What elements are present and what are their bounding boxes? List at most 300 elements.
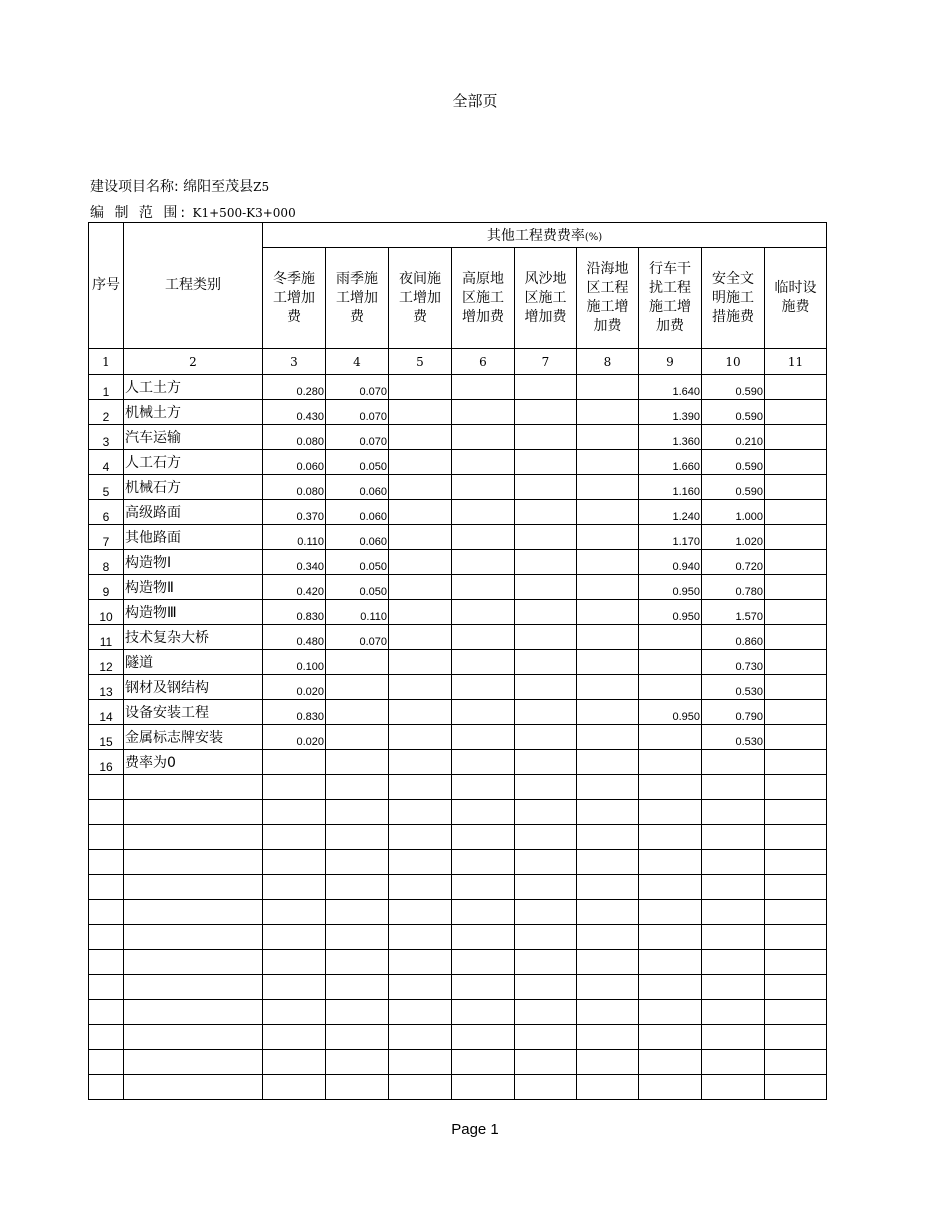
- scope-value: K1+500-K3+000: [192, 206, 296, 220]
- rate-cell: 1.000: [702, 500, 765, 525]
- row-number: 12: [89, 650, 124, 675]
- empty-cell: [452, 1000, 515, 1025]
- rate-cell: [389, 575, 452, 600]
- table-row: [89, 600, 827, 625]
- empty-cell: [263, 1075, 326, 1100]
- empty-cell: [577, 875, 639, 900]
- empty-cell: [326, 875, 389, 900]
- empty-cell: [639, 1025, 702, 1050]
- header-col-7: [515, 248, 577, 349]
- rate-cell: [389, 625, 452, 650]
- empty-cell: [577, 775, 639, 800]
- row-number: 6: [89, 500, 124, 525]
- rate-cell: [577, 650, 639, 675]
- empty-row: [89, 825, 827, 850]
- rate-cell: 0.210: [702, 425, 765, 450]
- empty-cell: [452, 1025, 515, 1050]
- empty-cell: [89, 875, 124, 900]
- table-row: [89, 675, 827, 700]
- empty-row: [89, 950, 827, 975]
- empty-cell: [326, 1050, 389, 1075]
- rate-cell: 0.530: [702, 725, 765, 750]
- rate-cell: 0.020: [263, 675, 326, 700]
- rate-cell: 0.950: [639, 600, 702, 625]
- empty-cell: [326, 1075, 389, 1100]
- empty-cell: [263, 850, 326, 875]
- rate-cell: 0.590: [702, 450, 765, 475]
- header-line: 费: [287, 308, 301, 325]
- empty-cell: [765, 850, 827, 875]
- rate-cell: [515, 525, 577, 550]
- empty-cell: [263, 800, 326, 825]
- empty-cell: [702, 875, 765, 900]
- rate-cell: [577, 625, 639, 650]
- rate-cell: [515, 450, 577, 475]
- empty-row: [89, 1075, 827, 1100]
- empty-cell: [89, 950, 124, 975]
- empty-cell: [765, 1000, 827, 1025]
- empty-cell: [89, 1050, 124, 1075]
- row-number: 11: [89, 625, 124, 650]
- rate-cell: 1.570: [702, 600, 765, 625]
- column-number: 7: [515, 349, 577, 375]
- empty-cell: [702, 900, 765, 925]
- empty-cell: [577, 1000, 639, 1025]
- header-line: 施工增: [586, 299, 629, 315]
- rate-cell: 0.860: [702, 625, 765, 650]
- column-number: 6: [452, 349, 515, 375]
- header-line: 加费: [593, 318, 622, 334]
- table-row: [89, 700, 827, 725]
- empty-cell: [389, 1075, 452, 1100]
- empty-cell: [389, 975, 452, 1000]
- empty-cell: [124, 850, 263, 875]
- empty-cell: [639, 925, 702, 950]
- header-line: 行车干: [649, 261, 691, 277]
- row-number: 13: [89, 675, 124, 700]
- rate-cell: [515, 375, 577, 400]
- empty-cell: [765, 1075, 827, 1100]
- empty-cell: [765, 800, 827, 825]
- rate-cell: [765, 450, 827, 475]
- rate-cell: 0.080: [263, 425, 326, 450]
- empty-cell: [263, 875, 326, 900]
- empty-cell: [765, 925, 827, 950]
- row-category: 隧道: [124, 650, 263, 675]
- empty-cell: [515, 825, 577, 850]
- header-col-10: [702, 248, 765, 349]
- row-category: 构造物Ⅲ: [124, 600, 263, 625]
- rate-cell: 0.950: [639, 700, 702, 725]
- rate-cell: [765, 675, 827, 700]
- rate-cell: [577, 525, 639, 550]
- row-number: 5: [89, 475, 124, 500]
- rate-cell: [389, 650, 452, 675]
- empty-cell: [326, 800, 389, 825]
- header-line: 区施工: [524, 289, 567, 306]
- rate-cell: [515, 675, 577, 700]
- row-category: 机械土方: [124, 400, 263, 425]
- rate-cell: [515, 725, 577, 750]
- header-line: 雨季施: [336, 270, 378, 287]
- row-category: 汽车运输: [124, 425, 263, 450]
- rate-cell: [765, 575, 827, 600]
- rate-cell: [765, 550, 827, 575]
- rate-cell: [515, 550, 577, 575]
- header-line: 冬季施: [273, 270, 315, 287]
- rate-cell: 0.020: [263, 725, 326, 750]
- header-line: 安全文: [712, 270, 754, 287]
- empty-cell: [639, 850, 702, 875]
- empty-cell: [765, 950, 827, 975]
- empty-cell: [326, 900, 389, 925]
- rate-cell: [515, 750, 577, 775]
- rate-cell: [326, 650, 389, 675]
- empty-cell: [765, 825, 827, 850]
- empty-cell: [515, 975, 577, 1000]
- empty-cell: [702, 1000, 765, 1025]
- empty-cell: [124, 975, 263, 1000]
- rate-cell: [452, 700, 515, 725]
- row-number: 8: [89, 550, 124, 575]
- rate-cell: [765, 400, 827, 425]
- table-row: [89, 425, 827, 450]
- empty-cell: [124, 1025, 263, 1050]
- rate-cell: 0.070: [326, 375, 389, 400]
- rate-cell: 1.660: [639, 450, 702, 475]
- empty-cell: [639, 1075, 702, 1100]
- empty-cell: [577, 975, 639, 1000]
- rate-cell: 0.590: [702, 400, 765, 425]
- empty-cell: [124, 775, 263, 800]
- empty-cell: [326, 1025, 389, 1050]
- rate-cell: [452, 650, 515, 675]
- empty-cell: [765, 1025, 827, 1050]
- empty-cell: [515, 775, 577, 800]
- header-line: 风沙地: [524, 270, 567, 287]
- empty-cell: [765, 775, 827, 800]
- empty-cell: [89, 900, 124, 925]
- rate-cell: [452, 475, 515, 500]
- header-col-9: [639, 248, 702, 349]
- rate-cell: [577, 675, 639, 700]
- group-header-label: 其他工程费费率: [486, 228, 585, 244]
- rate-cell: 0.780: [702, 575, 765, 600]
- rate-cell: [577, 450, 639, 475]
- row-number: 10: [89, 600, 124, 625]
- table-row: [89, 575, 827, 600]
- header-line: 施工增: [649, 299, 691, 315]
- rate-cell: 0.530: [702, 675, 765, 700]
- empty-cell: [89, 1075, 124, 1100]
- empty-row: [89, 775, 827, 800]
- empty-cell: [452, 950, 515, 975]
- rate-cell: 0.050: [326, 550, 389, 575]
- rate-cell: 0.280: [263, 375, 326, 400]
- empty-cell: [452, 975, 515, 1000]
- column-number: 9: [639, 349, 702, 375]
- row-category: 构造物Ⅰ: [124, 550, 263, 575]
- empty-row: [89, 975, 827, 1000]
- empty-cell: [577, 850, 639, 875]
- empty-cell: [326, 925, 389, 950]
- empty-cell: [452, 1075, 515, 1100]
- page-title: 全部页: [452, 92, 498, 110]
- empty-row: [89, 800, 827, 825]
- rate-cell: 0.480: [263, 625, 326, 650]
- empty-cell: [452, 1050, 515, 1075]
- rate-cell: [515, 425, 577, 450]
- rate-cell: 0.370: [263, 500, 326, 525]
- empty-cell: [89, 1000, 124, 1025]
- empty-cell: [389, 950, 452, 975]
- empty-cell: [89, 1025, 124, 1050]
- empty-cell: [639, 800, 702, 825]
- rate-cell: 0.720: [702, 550, 765, 575]
- page-footer: Page 1: [451, 1121, 499, 1138]
- column-number: 2: [124, 349, 263, 375]
- rate-cell: [452, 525, 515, 550]
- empty-cell: [452, 875, 515, 900]
- column-number: 11: [765, 349, 827, 375]
- rate-table: [88, 222, 827, 1100]
- empty-cell: [389, 1000, 452, 1025]
- empty-cell: [702, 1075, 765, 1100]
- empty-cell: [702, 950, 765, 975]
- row-category: 金属标志牌安装: [124, 725, 263, 750]
- empty-cell: [702, 775, 765, 800]
- rate-cell: [452, 675, 515, 700]
- scope-label: 编 制 范 围:: [90, 205, 189, 221]
- row-number: 15: [89, 725, 124, 750]
- empty-cell: [515, 1075, 577, 1100]
- rate-cell: [765, 525, 827, 550]
- empty-row: [89, 1050, 827, 1075]
- rate-cell: 0.110: [263, 525, 326, 550]
- rate-cell: [515, 500, 577, 525]
- header-line: 工程类别: [165, 277, 221, 293]
- scope-line: [90, 202, 296, 222]
- header-line: 扰工程: [649, 280, 691, 296]
- rate-cell: [452, 425, 515, 450]
- table-row: [89, 525, 827, 550]
- column-number: 1: [89, 349, 124, 375]
- rate-cell: [263, 750, 326, 775]
- rate-cell: 1.390: [639, 400, 702, 425]
- rate-cell: 1.240: [639, 500, 702, 525]
- row-category: 技术复杂大桥: [124, 625, 263, 650]
- empty-cell: [389, 775, 452, 800]
- empty-cell: [702, 1050, 765, 1075]
- empty-cell: [515, 875, 577, 900]
- rate-cell: [389, 525, 452, 550]
- empty-cell: [124, 1075, 263, 1100]
- column-number: 8: [577, 349, 639, 375]
- empty-cell: [515, 950, 577, 975]
- header-seq-no: [89, 223, 124, 349]
- empty-cell: [124, 1050, 263, 1075]
- rate-cell: 0.340: [263, 550, 326, 575]
- rate-cell: 0.420: [263, 575, 326, 600]
- empty-cell: [89, 850, 124, 875]
- rate-cell: [452, 600, 515, 625]
- empty-cell: [124, 875, 263, 900]
- empty-cell: [639, 825, 702, 850]
- table-row: [89, 475, 827, 500]
- empty-cell: [577, 950, 639, 975]
- empty-cell: [452, 900, 515, 925]
- header-line: 施费: [781, 299, 810, 315]
- rate-cell: 0.590: [702, 475, 765, 500]
- empty-cell: [326, 950, 389, 975]
- table-row: [89, 400, 827, 425]
- empty-cell: [124, 825, 263, 850]
- rate-cell: 0.110: [326, 600, 389, 625]
- rate-cell: 0.730: [702, 650, 765, 675]
- rate-cell: [389, 425, 452, 450]
- header-line: 区施工: [462, 289, 504, 306]
- empty-cell: [263, 1000, 326, 1025]
- empty-cell: [702, 925, 765, 950]
- project-name-value: 绵阳至茂县: [183, 179, 254, 195]
- header-line: 费: [413, 308, 427, 325]
- rate-cell: 0.070: [326, 425, 389, 450]
- empty-cell: [326, 850, 389, 875]
- rate-cell: [515, 400, 577, 425]
- rate-cell: [452, 625, 515, 650]
- rate-cell: 0.830: [263, 600, 326, 625]
- row-category: 人工土方: [124, 375, 263, 400]
- rate-cell: [639, 675, 702, 700]
- header-line: 高原地: [462, 270, 504, 287]
- row-number: 9: [89, 575, 124, 600]
- empty-cell: [452, 925, 515, 950]
- header-line: 夜间施: [399, 270, 441, 287]
- rate-cell: [639, 725, 702, 750]
- rate-cell: 0.060: [326, 525, 389, 550]
- rate-cell: 1.160: [639, 475, 702, 500]
- header-line: 明施工: [712, 289, 754, 306]
- rate-cell: [765, 700, 827, 725]
- empty-cell: [263, 975, 326, 1000]
- rate-cell: [577, 725, 639, 750]
- rate-cell: 1.640: [639, 375, 702, 400]
- rate-cell: [452, 450, 515, 475]
- rate-cell: [577, 750, 639, 775]
- rate-cell: 1.170: [639, 525, 702, 550]
- rate-cell: 0.100: [263, 650, 326, 675]
- header-line: 临时设: [774, 280, 817, 296]
- table-row: [89, 625, 827, 650]
- empty-cell: [452, 825, 515, 850]
- rate-cell: [577, 700, 639, 725]
- rate-cell: 0.590: [702, 375, 765, 400]
- row-number: 14: [89, 700, 124, 725]
- project-name-label: 建设项目名称:: [90, 179, 179, 195]
- empty-cell: [577, 900, 639, 925]
- header-col-4: [326, 248, 389, 349]
- rate-cell: [577, 600, 639, 625]
- header-col-3: [263, 248, 326, 349]
- rate-cell: [326, 725, 389, 750]
- empty-cell: [702, 800, 765, 825]
- rate-cell: [389, 450, 452, 475]
- rate-cell: [765, 425, 827, 450]
- table-row: [89, 550, 827, 575]
- empty-cell: [389, 800, 452, 825]
- empty-cell: [124, 925, 263, 950]
- rate-cell: 0.050: [326, 575, 389, 600]
- rate-cell: 0.070: [326, 625, 389, 650]
- rate-cell: 0.830: [263, 700, 326, 725]
- group-header-unit: (%): [584, 232, 603, 243]
- empty-cell: [124, 900, 263, 925]
- header-line: 措施费: [712, 308, 754, 325]
- empty-cell: [639, 900, 702, 925]
- table-row: [89, 650, 827, 675]
- empty-cell: [389, 875, 452, 900]
- rate-cell: [765, 650, 827, 675]
- row-category: 构造物Ⅱ: [124, 575, 263, 600]
- rate-cell: [326, 750, 389, 775]
- rate-cell: [765, 475, 827, 500]
- empty-cell: [89, 975, 124, 1000]
- rate-cell: [515, 475, 577, 500]
- header-group-other-fees: [263, 223, 827, 248]
- row-category: 钢材及钢结构: [124, 675, 263, 700]
- empty-row: [89, 850, 827, 875]
- empty-cell: [702, 975, 765, 1000]
- empty-cell: [452, 850, 515, 875]
- empty-cell: [452, 800, 515, 825]
- row-category: 费率为0: [124, 750, 263, 775]
- header-line: 费: [350, 308, 364, 325]
- header-col-8: [577, 248, 639, 349]
- rate-cell: 0.070: [326, 400, 389, 425]
- table-row: [89, 725, 827, 750]
- empty-cell: [639, 875, 702, 900]
- empty-cell: [639, 975, 702, 1000]
- row-category: 高级路面: [124, 500, 263, 525]
- rate-cell: 0.430: [263, 400, 326, 425]
- empty-cell: [515, 800, 577, 825]
- rate-cell: 0.050: [326, 450, 389, 475]
- rate-cell: [389, 675, 452, 700]
- empty-cell: [326, 1000, 389, 1025]
- empty-cell: [577, 1025, 639, 1050]
- rate-cell: [577, 375, 639, 400]
- empty-cell: [263, 900, 326, 925]
- project-name-code: Z5: [253, 180, 270, 194]
- header-col-6: [452, 248, 515, 349]
- row-number: 16: [89, 750, 124, 775]
- rate-cell: [577, 425, 639, 450]
- rate-cell: [389, 550, 452, 575]
- empty-cell: [389, 850, 452, 875]
- rate-cell: [765, 375, 827, 400]
- row-number: 7: [89, 525, 124, 550]
- rate-cell: [452, 575, 515, 600]
- rate-cell: [452, 725, 515, 750]
- row-category: 人工石方: [124, 450, 263, 475]
- rate-cell: [452, 750, 515, 775]
- rate-cell: [452, 500, 515, 525]
- empty-cell: [577, 800, 639, 825]
- row-category: 机械石方: [124, 475, 263, 500]
- empty-cell: [639, 950, 702, 975]
- rate-cell: [326, 675, 389, 700]
- rate-cell: [577, 500, 639, 525]
